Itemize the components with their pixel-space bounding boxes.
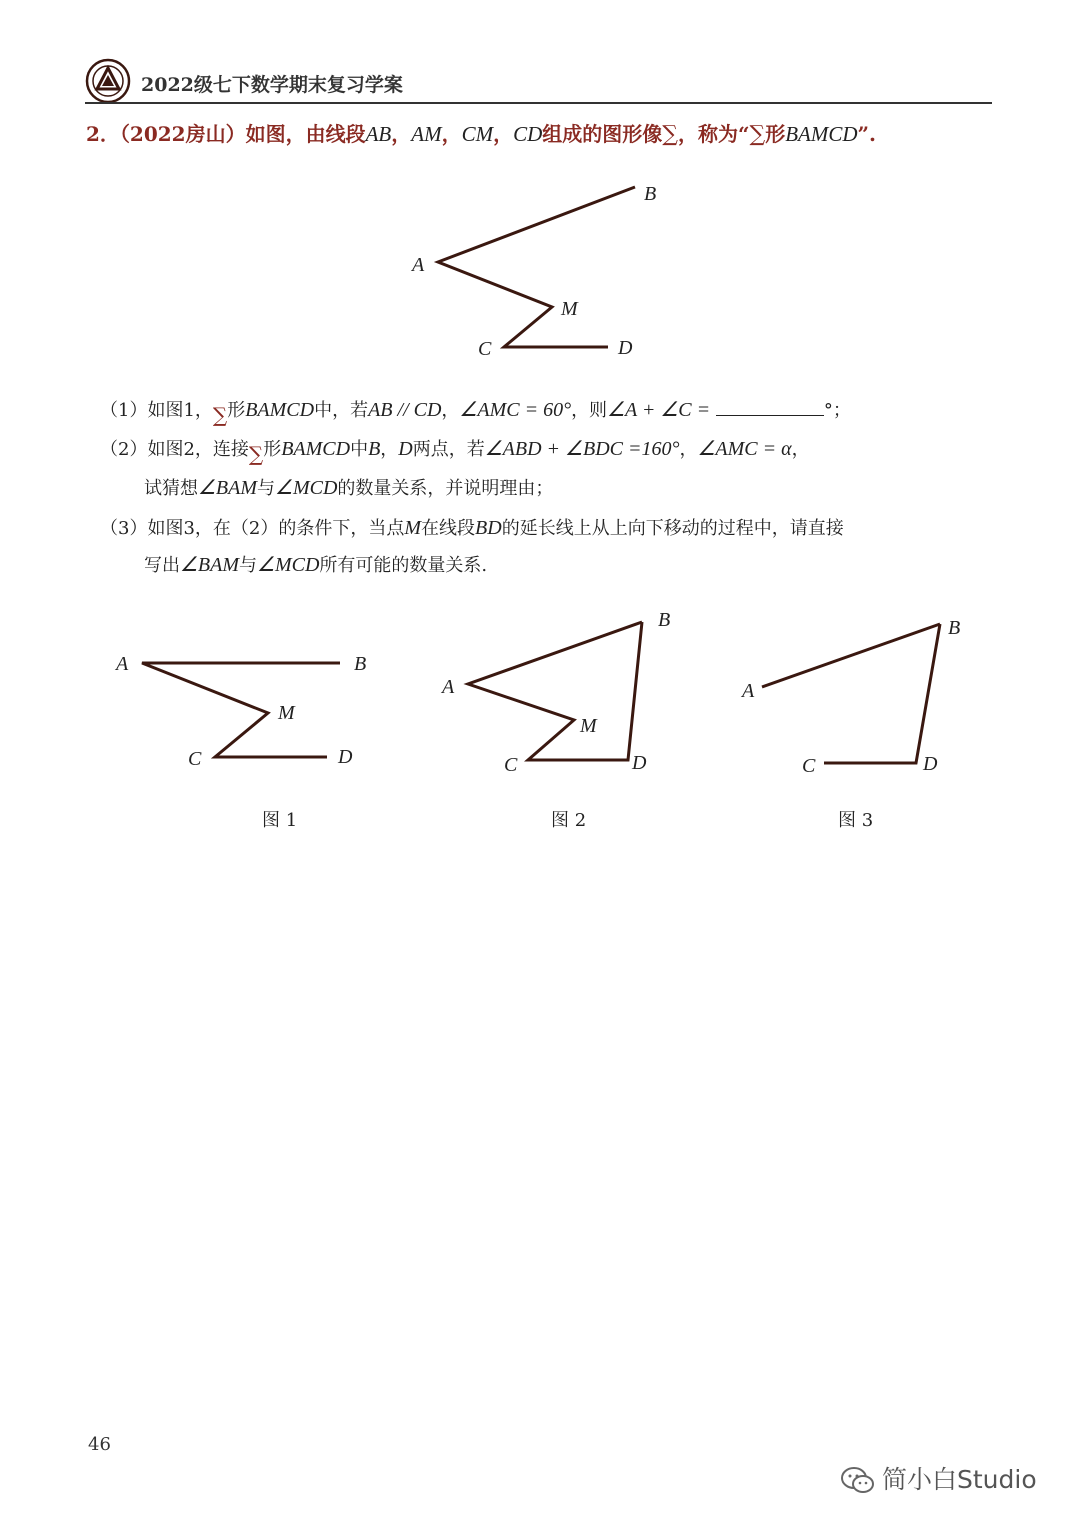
- fig2-label-c: C: [504, 754, 518, 776]
- page-number: 46: [88, 1434, 111, 1455]
- figure-2-caption: 图 2: [551, 810, 587, 831]
- label-d: D: [618, 337, 633, 359]
- fig3-label-c: C: [802, 755, 816, 777]
- figures-row: [100, 600, 980, 790]
- shape-name: BAMCD: [785, 122, 858, 146]
- subquestion-1: （1）如图1，∑形BAMCD中，若AB // CD，∠AMC = 60°，则∠A + ∠C = °；: [100, 399, 851, 427]
- fig1-label-d: D: [338, 746, 353, 768]
- question-title: 2．（2022房山）如图，由线段AB，AM，CM，CD组成的图形像∑，称为“∑形BAMCD”.: [86, 122, 877, 147]
- subquestion-2-line-1: （2）如图2，连接∑形BAMCD中B，D两点，若∠ABD + ∠BDC =160°，∠AMC = α，: [100, 438, 810, 466]
- main-figure: [400, 175, 660, 370]
- page-header: [85, 58, 992, 104]
- fig2-label-a: A: [442, 676, 455, 698]
- school-seal-icon: [85, 58, 131, 104]
- answer-blank[interactable]: [716, 399, 824, 416]
- fig1-label-a: A: [116, 653, 129, 675]
- fig2-label-d: D: [632, 752, 647, 774]
- fig1-label-c: C: [188, 748, 202, 770]
- watermark-text: 简小白Studio: [882, 1465, 1037, 1494]
- header-rule: [85, 102, 992, 104]
- fig3-label-a: A: [742, 680, 755, 702]
- figure-2-shape: [468, 622, 642, 760]
- label-b: B: [644, 183, 657, 205]
- segment-am: AM: [411, 122, 442, 146]
- fig3-label-d: D: [923, 753, 938, 775]
- sigma-symbol: ∑: [662, 122, 678, 147]
- figure-1: [114, 653, 366, 770]
- figure-3-caption: 图 3: [838, 810, 874, 831]
- figure-2: [440, 609, 670, 776]
- question-number: 2．: [86, 122, 120, 146]
- watermark: [840, 1460, 1037, 1496]
- segment-ab: AB: [365, 122, 392, 146]
- label-c: C: [478, 338, 492, 360]
- sigma-symbol: ∑: [248, 442, 264, 466]
- fig3-label-b: B: [948, 617, 961, 639]
- figure-3: [740, 617, 960, 777]
- fig2-label-m: M: [580, 715, 597, 737]
- subquestion-3-line-1: （3）如图3，在（2）的条件下，当点M在线段BD的延长线上从上向下移动的过程中，请直接: [100, 517, 844, 539]
- figure-1-shape: [142, 663, 340, 757]
- sigma-symbol: ∑: [749, 122, 766, 147]
- fig2-label-b: B: [658, 609, 671, 631]
- segment-cd: CD: [513, 122, 543, 146]
- fig1-label-m: M: [278, 702, 295, 724]
- segment-cm: CM: [461, 122, 494, 146]
- label-a: A: [412, 254, 425, 276]
- question-source: （2022房山）如图，由线段: [119, 122, 366, 146]
- figure-3-segment-ab: [762, 624, 940, 687]
- header-title: 2022级七下数学期末复习学案: [141, 74, 403, 96]
- wechat-icon: [840, 1466, 876, 1496]
- label-m: M: [561, 298, 578, 320]
- fig1-label-b: B: [354, 653, 367, 675]
- subquestion-2-line-2: 试猜想∠BAM与∠MCD的数量关系，并说明理由；: [144, 477, 554, 499]
- figure-1-caption: 图 1: [262, 810, 298, 831]
- sigma-symbol: ∑: [212, 403, 228, 427]
- subquestion-3-line-2: 写出∠BAM与∠MCD所有可能的数量关系.: [144, 554, 488, 576]
- main-figure-sigma-shape: [438, 187, 635, 347]
